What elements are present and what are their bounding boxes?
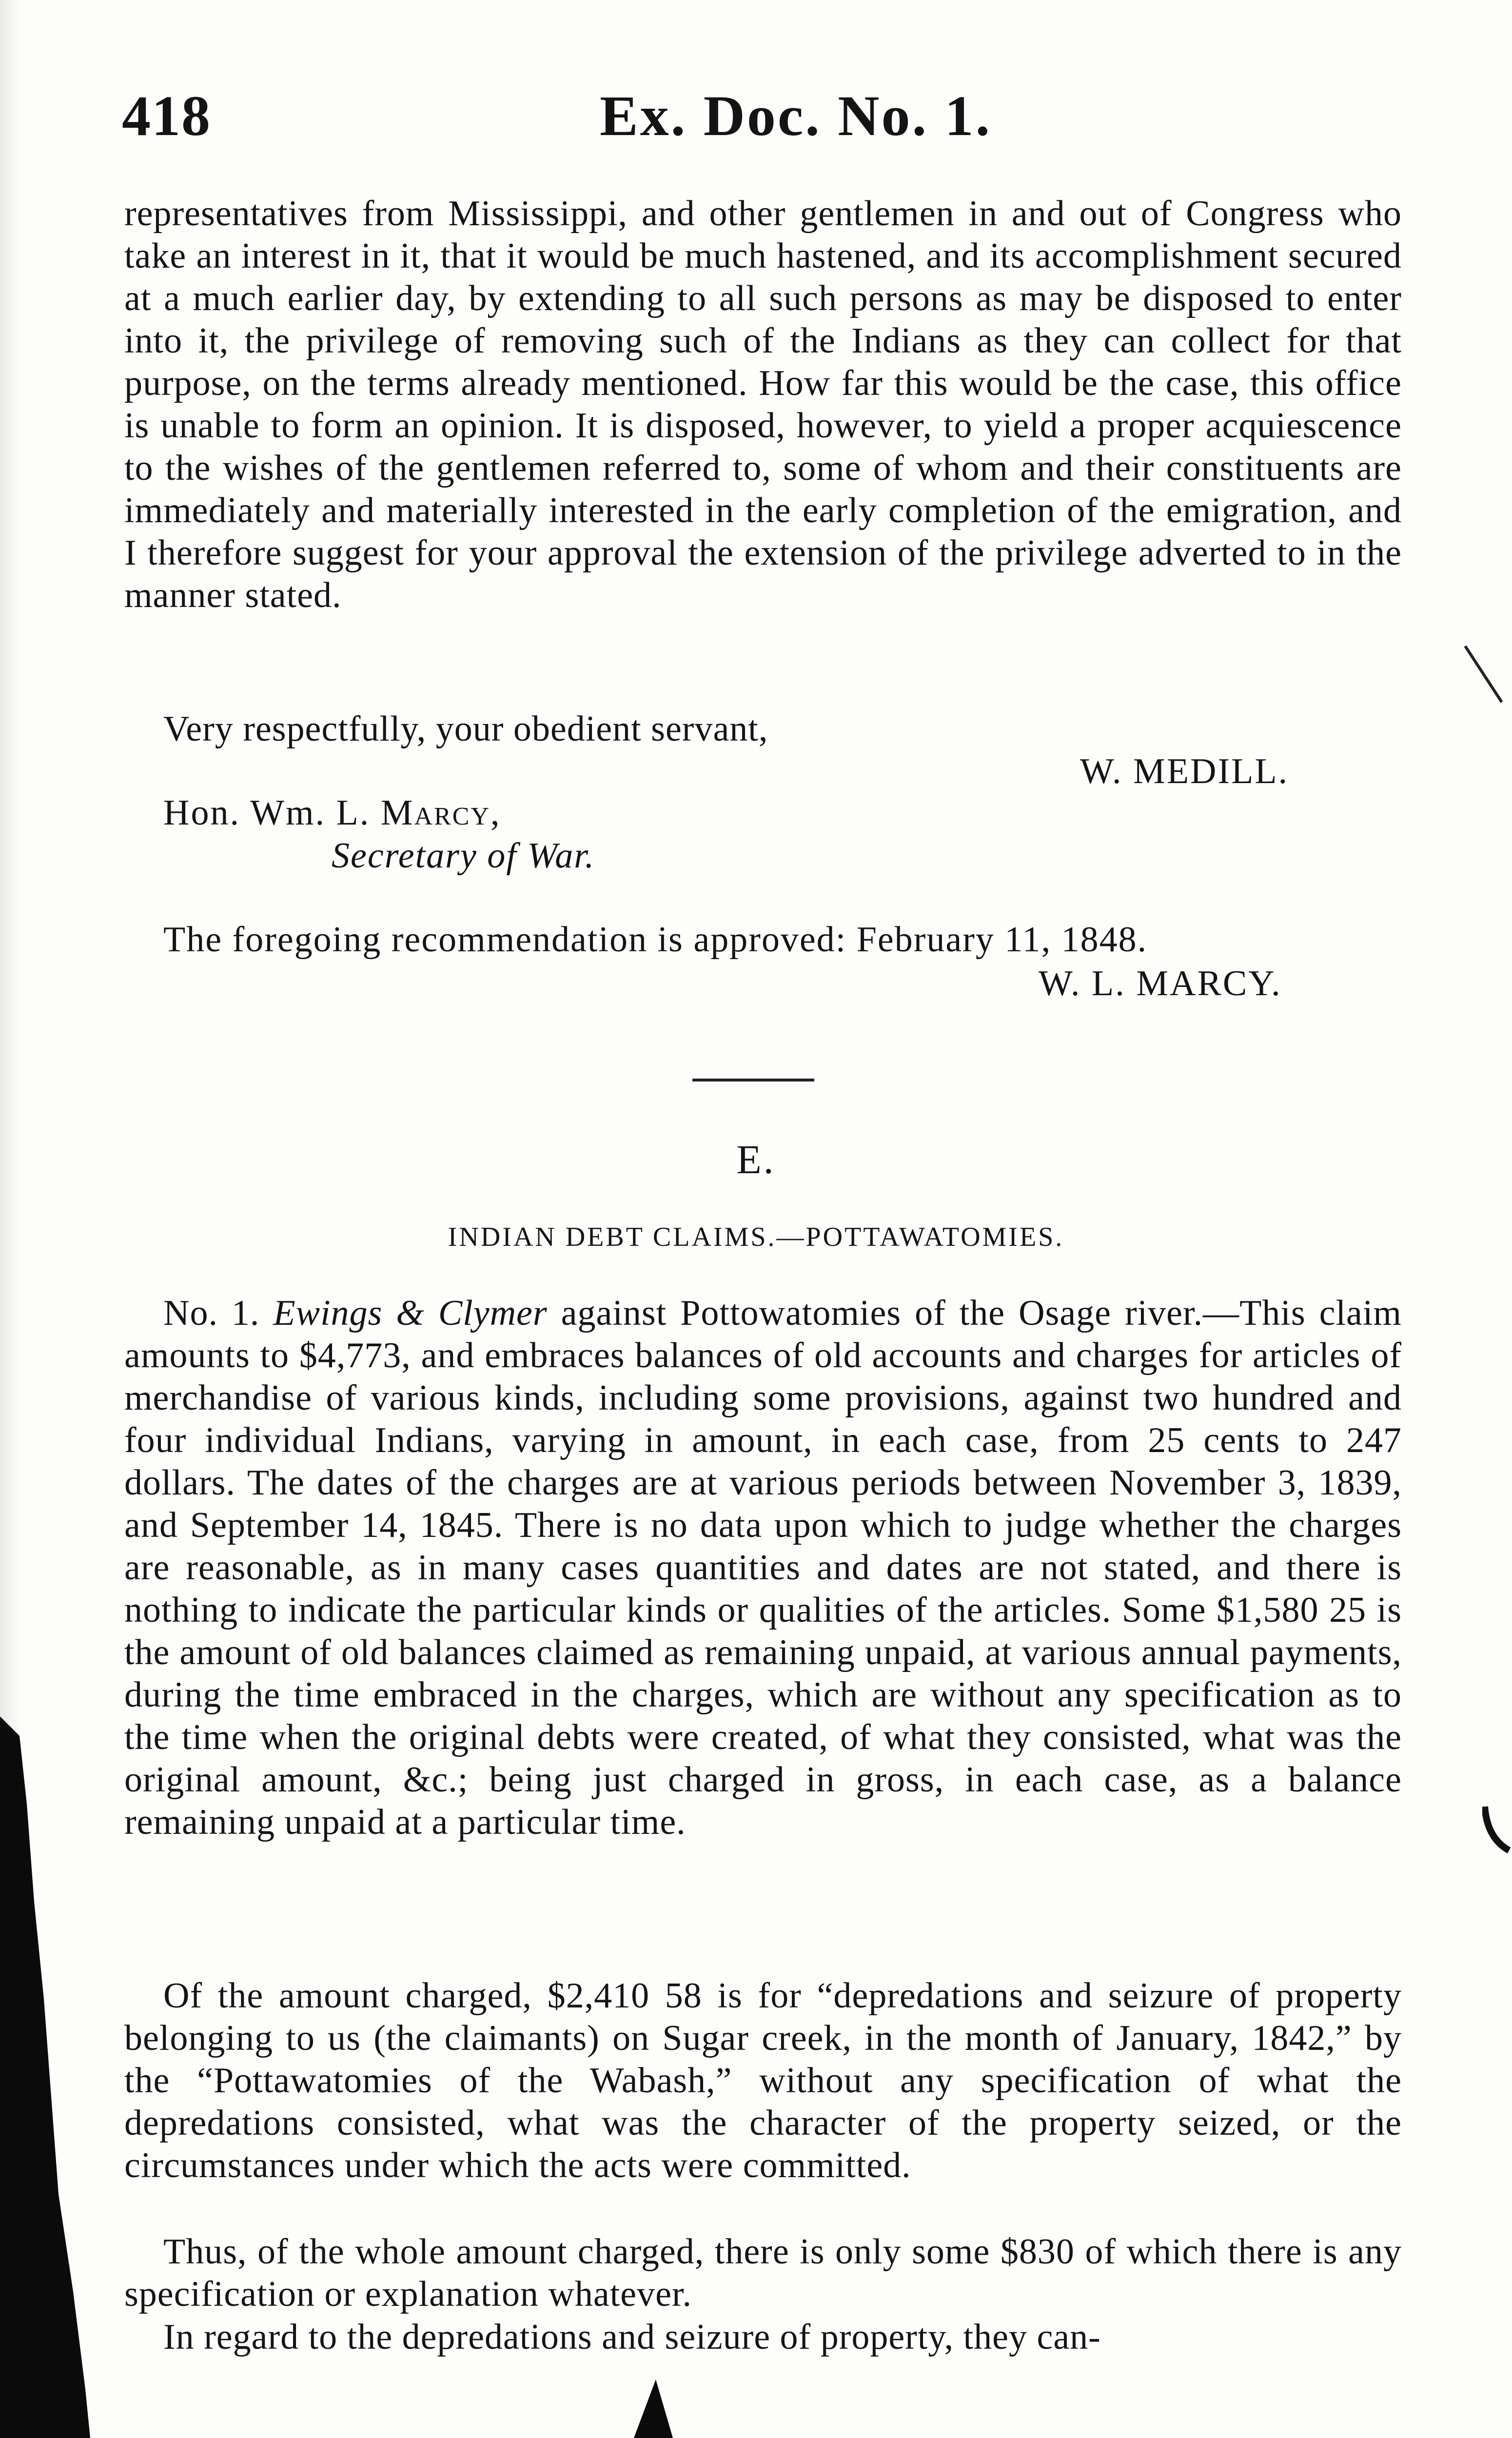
- letter-signature: W. MEDILL.: [1080, 751, 1289, 791]
- claim-number: No. 1.: [163, 1293, 274, 1333]
- addressee-prefix: Hon. Wm. L.: [163, 793, 381, 833]
- torn-paper-spike: [600, 2379, 741, 2438]
- claim-body: against Pottowatomies of the Osage river.—This claim amounts to $4,773, and embraces balances of old accounts and charges for articles of merchandise of various kinds, including some provisions, against two hundred and four individual Indians, varying in amount, in each case, from 25 cents to 247 dollars. The dates of the charges are at various periods between November 3, 1839, and September 14, 1845. There is no data upon which to judge whether the charges are reasonable, as in many cases quantities and dates are not stated, and there is nothing to indicate the particular kinds or qualities of the articles. Some $1,580 25 is the amount of old balances claimed as remaining unpaid, at various annual payments, during the time embraced in the charges, which are without any specification as to the time when the original debts were created, of what they consisted, what was the original amount, &c.; being just charged in gross, in each case, as a balance remaining unpaid at a particular time.: [124, 1293, 1402, 1842]
- page-header: [122, 83, 1390, 151]
- addressee: [163, 792, 501, 834]
- section-letter: E.: [736, 1137, 776, 1182]
- claim-paragraph-1: [124, 1292, 1402, 1844]
- letter-closing: Very respectfully, your obedient servant,: [163, 709, 768, 749]
- section-title: INDIAN DEBT CLAIMS.—POTTAWATOMIES.: [448, 1222, 1064, 1252]
- addressee-title: Secretary of War.: [332, 836, 595, 876]
- scan-edge-shading: [0, 0, 20, 2438]
- running-head: Ex. Doc. No. 1.: [600, 84, 992, 148]
- claim-paragraph-2: Of the amount charged, $2,410 58 is for “depredations and seizure of property belonging to us (the claimants) on Sugar creek, in the month of January, 1842,” by the “Pottawatomies of the Wabash,” without any specification of what the depredations consisted, what was the character of the property seized, or the circumstances under which the acts were committed.: [124, 1976, 1402, 2185]
- claimant-name: Ewings & Clymer: [273, 1293, 548, 1333]
- stray-mark-lower: [1482, 1804, 1512, 1858]
- approval-line: The foregoing recommendation is approved: February 11, 1848.: [163, 920, 1148, 960]
- section-divider: [692, 1079, 814, 1081]
- letter-paragraph: representatives from Mississippi, and other gentlemen in and out of Congress who take an interest in it, that it would be much hastened, and its accomplishment secured at a much earlier day, by extending to all such persons as may be disposed to enter into it, the privilege of removing such of the Indians as they can collect for that purpose, on the terms already mentioned. How far this would be the case, this office is unable to form an opinion. It is disposed, however, to yield a proper acquiescence to the wishes of the gentlemen referred to, some of whom and their constituents are immediately and materially interested in the early completion of the emigration, and I therefore suggest for your approval the extension of the privilege adverted to in the manner stated.: [124, 194, 1402, 615]
- addressee-name: Marcy,: [380, 793, 501, 833]
- approval-signature: W. L. MARCY.: [1039, 963, 1282, 1003]
- page-number: 418: [122, 84, 211, 148]
- stray-mark-upper: [1463, 644, 1507, 707]
- claim-paragraph-4: In regard to the depredations and seizure of property, they can-: [163, 2317, 1101, 2357]
- claim-paragraph-3: Thus, of the whole amount charged, there is only some $830 of which there is any specification or explanation whatever.: [124, 2232, 1402, 2314]
